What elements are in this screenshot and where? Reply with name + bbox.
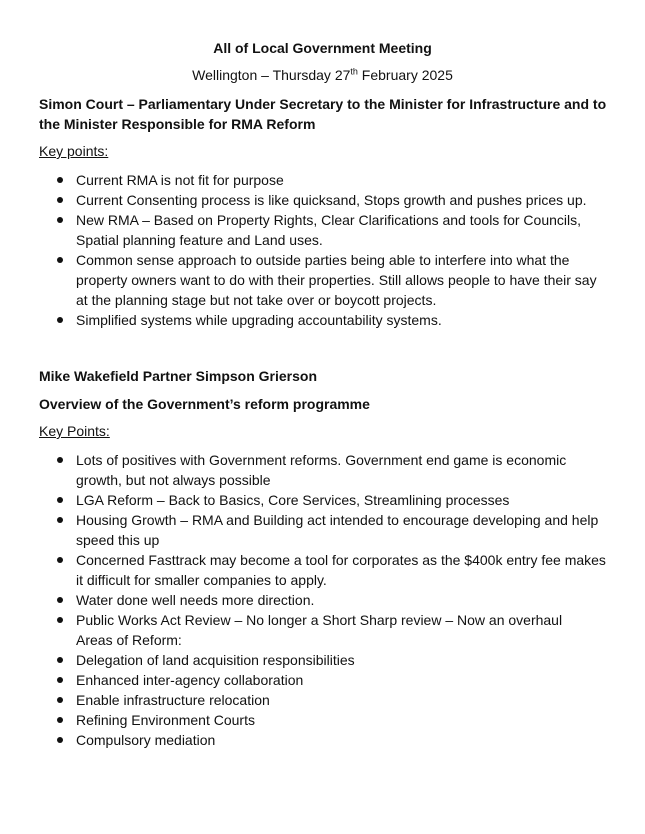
section2-subheading: Overview of the Government’s reform programme	[39, 396, 370, 412]
section2-bullet-list	[0, 450, 645, 750]
list-item: Enhanced inter-agency collaboration	[0, 670, 611, 690]
list-item: Lots of positives with Government reforms. Government end game is economic growth, but not always possible	[0, 450, 611, 490]
list-item: Delegation of land acquisition responsibilities	[0, 650, 611, 670]
section2-key-points-label: Key Points:	[39, 423, 110, 439]
bullet-icon	[57, 697, 63, 703]
areas-of-reform-label: Areas of Reform:	[76, 632, 182, 648]
list-item: Simplified systems while upgrading accountability systems.	[0, 310, 611, 330]
list-item: Enable infrastructure relocation	[0, 690, 611, 710]
list-item: Housing Growth – RMA and Building act intended to encourage developing and help speed this up	[0, 510, 611, 550]
bullet-icon	[57, 177, 63, 183]
list-item: Current Consenting process is like quicksand, Stops growth and pushes prices up.	[0, 190, 611, 210]
bullet-icon	[57, 317, 63, 323]
list-item: New RMA – Based on Property Rights, Clear Clarifications and tools for Councils, Spatial planning feature and Land uses.	[0, 210, 611, 250]
document-subtitle	[0, 66, 645, 84]
bullet-icon	[57, 517, 63, 523]
bullet-icon	[57, 197, 63, 203]
bullet-icon	[57, 657, 63, 663]
bullet-icon	[57, 597, 63, 603]
section1-heading: Simon Court – Parliamentary Under Secretary to the Minister for Infrastructure and to the Minister Responsible for RMA Reform	[39, 96, 607, 132]
subtitle-date-suffix: February 2025	[357, 67, 453, 83]
section2-heading: Mike Wakefield Partner Simpson Grierson	[39, 368, 318, 384]
bullet-icon	[57, 557, 63, 563]
bullet-icon	[57, 617, 63, 623]
bullet-icon	[57, 737, 63, 743]
subtitle-superscript: th	[350, 66, 358, 77]
bullet-icon	[57, 257, 63, 263]
bullet-icon	[57, 457, 63, 463]
document-title: All of Local Government Meeting	[213, 40, 432, 56]
subtitle-text: Wellington – Thursday 27	[192, 67, 351, 83]
list-item: Water done well needs more direction.	[0, 590, 611, 610]
list-item: Public Works Act Review – No longer a Short Sharp review – Now an overhaul Areas of Reform:	[0, 610, 611, 650]
bullet-icon	[57, 497, 63, 503]
list-item: LGA Reform – Back to Basics, Core Services, Streamlining processes	[0, 490, 611, 510]
section1-key-points-label: Key points:	[39, 143, 109, 159]
list-item: Refining Environment Courts	[0, 710, 611, 730]
list-item: Compulsory mediation	[0, 730, 611, 750]
bullet-icon	[57, 677, 63, 683]
list-item: Common sense approach to outside parties being able to interfere into what the property owners want to do with their properties. Still allows people to have their say at the planning stage but not take over or boycott projects.	[0, 250, 611, 310]
bullet-icon	[57, 217, 63, 223]
list-item: Concerned Fasttrack may become a tool for corporates as the $400k entry fee makes it difficult for smaller companies to apply.	[0, 550, 611, 590]
list-item: Current RMA is not fit for purpose	[0, 170, 611, 190]
bullet-icon	[57, 717, 63, 723]
section1-bullet-list	[0, 170, 645, 330]
